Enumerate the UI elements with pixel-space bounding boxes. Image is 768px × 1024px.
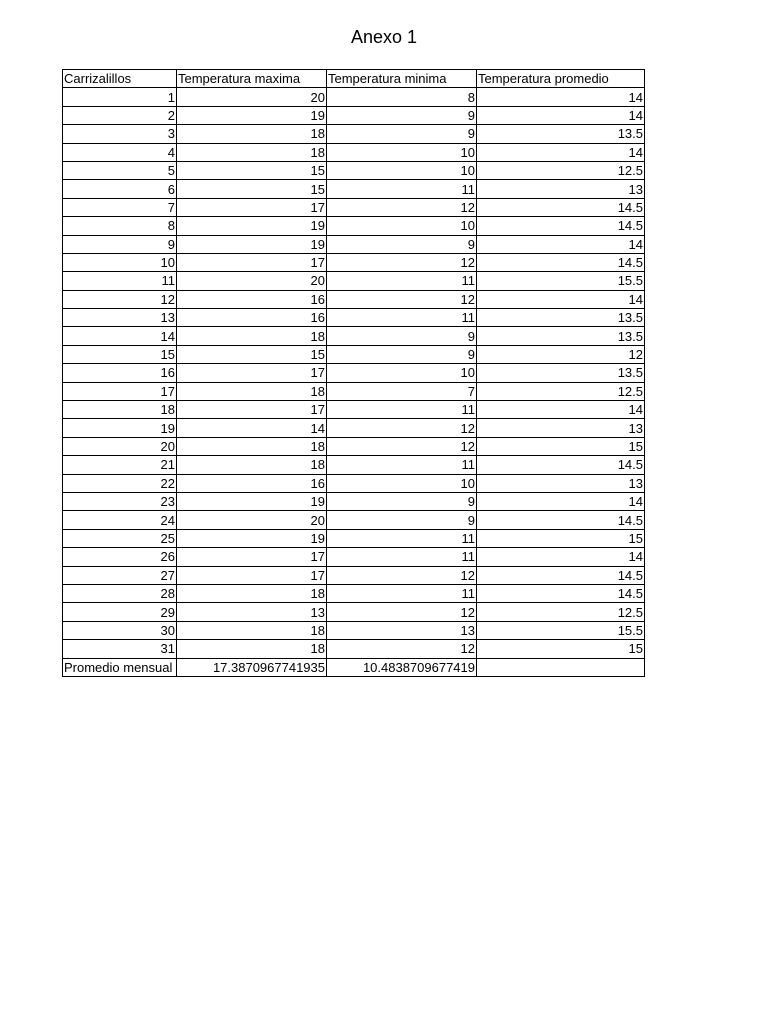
cell-temp-max: 17 [177, 198, 327, 216]
cell-temp-avg: 12.5 [477, 161, 645, 179]
table-row [63, 364, 645, 382]
cell-temp-min: 7 [327, 382, 477, 400]
temperature-table [62, 69, 645, 677]
header-temperatura-promedio: Temperatura promedio [477, 70, 645, 88]
cell-day: 5 [63, 161, 177, 179]
cell-temp-max: 15 [177, 161, 327, 179]
cell-temp-min: 10 [327, 217, 477, 235]
footer-promedio-average [477, 658, 645, 676]
cell-temp-max: 19 [177, 492, 327, 510]
cell-temp-min: 10 [327, 143, 477, 161]
footer-row [63, 658, 645, 676]
cell-temp-max: 17 [177, 548, 327, 566]
cell-temp-avg: 13 [477, 419, 645, 437]
cell-day: 19 [63, 419, 177, 437]
table-row [63, 511, 645, 529]
cell-day: 11 [63, 272, 177, 290]
cell-temp-max: 19 [177, 235, 327, 253]
cell-temp-max: 18 [177, 456, 327, 474]
table-row [63, 198, 645, 216]
cell-temp-avg: 15 [477, 529, 645, 547]
table-row [63, 345, 645, 363]
cell-temp-avg: 13.5 [477, 125, 645, 143]
cell-temp-avg: 15.5 [477, 621, 645, 639]
cell-temp-max: 16 [177, 290, 327, 308]
cell-temp-avg: 14 [477, 88, 645, 106]
cell-temp-min: 9 [327, 345, 477, 363]
cell-temp-min: 8 [327, 88, 477, 106]
cell-temp-avg: 12.5 [477, 382, 645, 400]
table-row [63, 584, 645, 602]
cell-temp-max: 17 [177, 364, 327, 382]
cell-temp-avg: 13.5 [477, 364, 645, 382]
header-temperatura-maxima: Temperatura maxima [177, 70, 327, 88]
cell-temp-min: 12 [327, 566, 477, 584]
cell-temp-max: 19 [177, 529, 327, 547]
cell-temp-max: 15 [177, 345, 327, 363]
table-row [63, 272, 645, 290]
table-row [63, 621, 645, 639]
footer-max-average: 17.3870967741935 [177, 658, 327, 676]
cell-temp-avg: 14.5 [477, 456, 645, 474]
cell-day: 12 [63, 290, 177, 308]
cell-day: 16 [63, 364, 177, 382]
cell-day: 25 [63, 529, 177, 547]
cell-temp-avg: 14 [477, 235, 645, 253]
table-row [63, 88, 645, 106]
table-row [63, 401, 645, 419]
cell-temp-avg: 13.5 [477, 309, 645, 327]
footer-label: Promedio mensual [63, 658, 177, 676]
cell-temp-max: 18 [177, 143, 327, 161]
table-row [63, 309, 645, 327]
cell-temp-min: 12 [327, 437, 477, 455]
cell-temp-avg: 14.5 [477, 511, 645, 529]
header-temperatura-minima: Temperatura minima [327, 70, 477, 88]
cell-day: 17 [63, 382, 177, 400]
cell-day: 23 [63, 492, 177, 510]
table-row [63, 327, 645, 345]
cell-temp-avg: 15 [477, 640, 645, 658]
cell-temp-min: 13 [327, 621, 477, 639]
table-row [63, 253, 645, 271]
cell-temp-max: 20 [177, 88, 327, 106]
table-row [63, 548, 645, 566]
table-row [63, 566, 645, 584]
table-row [63, 492, 645, 510]
table-row [63, 529, 645, 547]
cell-temp-min: 12 [327, 198, 477, 216]
cell-temp-max: 20 [177, 511, 327, 529]
footer-min-average: 10.4838709677419 [327, 658, 477, 676]
cell-temp-max: 18 [177, 640, 327, 658]
cell-temp-min: 12 [327, 419, 477, 437]
cell-temp-min: 11 [327, 272, 477, 290]
table-row [63, 382, 645, 400]
table-row [63, 456, 645, 474]
table-row [63, 474, 645, 492]
table-row [63, 640, 645, 658]
cell-day: 3 [63, 125, 177, 143]
cell-temp-min: 9 [327, 106, 477, 124]
cell-temp-max: 18 [177, 382, 327, 400]
cell-temp-min: 11 [327, 584, 477, 602]
cell-day: 13 [63, 309, 177, 327]
cell-day: 15 [63, 345, 177, 363]
cell-day: 18 [63, 401, 177, 419]
cell-day: 2 [63, 106, 177, 124]
header-carrizalillos: Carrizalillos [63, 70, 177, 88]
cell-temp-avg: 14 [477, 106, 645, 124]
cell-temp-max: 18 [177, 584, 327, 602]
cell-temp-max: 20 [177, 272, 327, 290]
cell-temp-max: 16 [177, 474, 327, 492]
table-row [63, 161, 645, 179]
header-row [63, 70, 645, 88]
cell-temp-max: 18 [177, 437, 327, 455]
cell-day: 29 [63, 603, 177, 621]
cell-temp-max: 13 [177, 603, 327, 621]
cell-temp-avg: 13.5 [477, 327, 645, 345]
cell-temp-max: 16 [177, 309, 327, 327]
cell-day: 21 [63, 456, 177, 474]
cell-temp-min: 9 [327, 511, 477, 529]
cell-temp-min: 9 [327, 492, 477, 510]
cell-temp-avg: 12.5 [477, 603, 645, 621]
cell-temp-min: 11 [327, 529, 477, 547]
cell-day: 20 [63, 437, 177, 455]
cell-temp-avg: 13 [477, 474, 645, 492]
table-row [63, 603, 645, 621]
cell-temp-min: 10 [327, 364, 477, 382]
cell-temp-avg: 14.5 [477, 566, 645, 584]
cell-day: 27 [63, 566, 177, 584]
cell-temp-max: 19 [177, 106, 327, 124]
page-title: Anexo 1 [350, 27, 418, 47]
cell-temp-avg: 15 [477, 437, 645, 455]
cell-temp-max: 14 [177, 419, 327, 437]
cell-day: 28 [63, 584, 177, 602]
cell-temp-min: 12 [327, 253, 477, 271]
cell-temp-min: 11 [327, 548, 477, 566]
cell-temp-max: 15 [177, 180, 327, 198]
cell-day: 6 [63, 180, 177, 198]
cell-day: 24 [63, 511, 177, 529]
cell-day: 31 [63, 640, 177, 658]
cell-temp-min: 11 [327, 401, 477, 419]
cell-temp-avg: 14.5 [477, 198, 645, 216]
table-row [63, 235, 645, 253]
cell-temp-avg: 14 [477, 143, 645, 161]
cell-day: 7 [63, 198, 177, 216]
cell-temp-min: 9 [327, 327, 477, 345]
cell-temp-min: 12 [327, 603, 477, 621]
cell-temp-min: 11 [327, 309, 477, 327]
cell-temp-avg: 14 [477, 290, 645, 308]
cell-temp-avg: 14.5 [477, 584, 645, 602]
cell-temp-min: 10 [327, 161, 477, 179]
table-row [63, 125, 645, 143]
cell-temp-avg: 14 [477, 401, 645, 419]
cell-day: 1 [63, 88, 177, 106]
table-row [63, 143, 645, 161]
cell-temp-max: 17 [177, 566, 327, 584]
cell-temp-min: 10 [327, 474, 477, 492]
table-row [63, 290, 645, 308]
table-body [63, 88, 645, 658]
cell-temp-avg: 14.5 [477, 217, 645, 235]
cell-temp-max: 18 [177, 621, 327, 639]
cell-temp-max: 18 [177, 327, 327, 345]
cell-temp-avg: 15.5 [477, 272, 645, 290]
table-row [63, 217, 645, 235]
cell-temp-min: 9 [327, 125, 477, 143]
cell-temp-min: 12 [327, 290, 477, 308]
cell-temp-max: 19 [177, 217, 327, 235]
cell-day: 9 [63, 235, 177, 253]
cell-temp-avg: 14 [477, 548, 645, 566]
cell-day: 30 [63, 621, 177, 639]
table-row [63, 180, 645, 198]
cell-day: 14 [63, 327, 177, 345]
cell-day: 10 [63, 253, 177, 271]
cell-temp-avg: 13 [477, 180, 645, 198]
cell-temp-avg: 14.5 [477, 253, 645, 271]
table-row [63, 437, 645, 455]
cell-day: 26 [63, 548, 177, 566]
cell-day: 4 [63, 143, 177, 161]
cell-temp-max: 17 [177, 253, 327, 271]
cell-day: 8 [63, 217, 177, 235]
cell-temp-min: 12 [327, 640, 477, 658]
cell-temp-max: 17 [177, 401, 327, 419]
table-row [63, 419, 645, 437]
cell-temp-avg: 12 [477, 345, 645, 363]
cell-temp-min: 9 [327, 235, 477, 253]
cell-temp-min: 11 [327, 456, 477, 474]
cell-temp-min: 11 [327, 180, 477, 198]
cell-temp-avg: 14 [477, 492, 645, 510]
table-row [63, 106, 645, 124]
cell-day: 22 [63, 474, 177, 492]
cell-temp-max: 18 [177, 125, 327, 143]
